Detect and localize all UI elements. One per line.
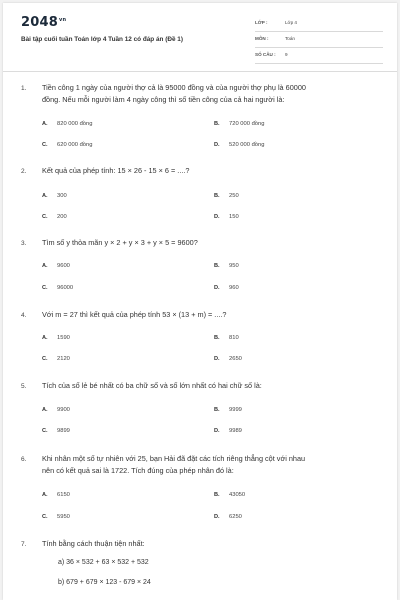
question-text-line: Khi nhân một số tự nhiên với 25, bạn Hải đã đặt các tích riêng thẳng cột với nhau [42,454,306,463]
option-letter-b[interactable]: B. [214,335,220,341]
option-letter-d[interactable]: D. [214,514,220,520]
header-divider [3,71,397,72]
option-letter-a[interactable]: A. [42,121,48,127]
worksheet-meta [255,17,383,65]
question-number: 7. [21,541,27,548]
option-value-d[interactable]: 9989 [229,428,242,434]
option-letter-a[interactable]: A. [42,492,48,498]
option-value-d[interactable]: 520 000 đồng [229,142,265,148]
option-value-d[interactable]: 2650 [229,356,242,362]
question-text-line: Tiền công 1 ngày của người thợ cả là 95000 đồng và của người thợ phụ là 60000 [42,83,306,92]
meta-class-row [255,17,383,32]
option-letter-a[interactable]: A. [42,407,48,413]
option-value-b[interactable]: 43050 [229,492,246,498]
option-letter-b[interactable]: B. [214,407,220,413]
sub-item-b: b) 679 + 679 × 123 - 679 × 24 [58,579,151,586]
option-letter-a[interactable]: A. [42,263,48,269]
option-value-b[interactable]: 250 [229,193,239,199]
question-text-line: Kết quả của phép tính: 15 × 26 - 15 × 6 = ....? [42,166,190,175]
option-value-c[interactable]: 2120 [57,356,70,362]
option-value-d[interactable]: 150 [229,214,239,220]
option-letter-b[interactable]: B. [214,193,220,199]
worksheet-header [3,3,397,69]
question-text-line: Với m = 27 thì kết quả của phép tính 53 × (13 + m) = ....? [42,310,227,319]
option-value-a[interactable]: 9900 [57,407,70,413]
meta-subject-row [255,33,383,48]
question-text-line: Tìm số y thỏa mãn y × 2 + y × 3 + y × 5 = 9600? [42,238,198,247]
sub-item-a: a) 36 × 532 + 63 × 532 + 532 [58,559,149,566]
option-value-b[interactable]: 9999 [229,407,242,413]
option-value-c[interactable]: 5950 [57,514,70,520]
option-letter-b[interactable]: B. [214,263,220,269]
option-value-c[interactable]: 96000 [57,285,74,291]
question-text-line: đồng. Nếu mỗi người làm 4 ngày công thì số tiền công của cả hai người là: [42,95,285,104]
option-value-b[interactable]: 720 000 đồng [229,121,265,127]
option-letter-d[interactable]: D. [214,356,220,362]
question-number: 6. [21,456,27,463]
question-number: 1. [21,85,27,92]
option-letter-b[interactable]: B. [214,492,220,498]
option-value-c[interactable]: 9899 [57,428,70,434]
option-letter-c[interactable]: C. [42,428,48,434]
question-number: 3. [21,240,27,247]
option-value-c[interactable]: 620 000 đồng [57,142,93,148]
question-text-line: Tính bằng cách thuận tiện nhất: [42,539,145,548]
question-number: 2. [21,168,27,175]
option-letter-c[interactable]: C. [42,356,48,362]
option-value-b[interactable]: 810 [229,335,239,341]
option-value-b[interactable]: 950 [229,263,239,269]
option-letter-a[interactable]: A. [42,193,48,199]
class-label: LỚP : [255,20,268,25]
subject-label: MÔN : [255,36,269,41]
option-letter-c[interactable]: C. [42,142,48,148]
document-title: Bài tập cuối tuần Toán lớp 4 Tuần 12 có đáp án (Đề 1) [21,36,183,43]
option-letter-d[interactable]: D. [214,428,220,434]
logo-text: 2048 [21,15,58,30]
question-number: 4. [21,312,27,319]
option-value-d[interactable]: 6250 [229,514,242,520]
option-letter-c[interactable]: C. [42,214,48,220]
question-count-value: 9 [285,52,288,57]
logo-suffix: vn [58,16,67,23]
option-value-a[interactable]: 300 [57,193,67,199]
question-text-line: Tích của số lẻ bé nhất có ba chữ số và số lớn nhất có hai chữ số là: [42,381,262,390]
question-count-label: SỐ CÂU : [255,52,276,57]
question-number: 5. [21,383,27,390]
option-letter-d[interactable]: D. [214,142,220,148]
option-value-a[interactable]: 6150 [57,492,70,498]
site-logo[interactable] [21,15,66,30]
question-text-line: nên có kết quả sai là 1722. Tích đúng của phép nhân đó là: [42,466,234,475]
option-value-a[interactable]: 9600 [57,263,70,269]
option-letter-a[interactable]: A. [42,335,48,341]
subject-value: Toán [285,36,295,41]
option-value-a[interactable]: 1590 [57,335,70,341]
class-value: Lớp 4 [285,20,297,25]
worksheet-page [3,3,397,600]
option-letter-b[interactable]: B. [214,121,220,127]
option-letter-d[interactable]: D. [214,214,220,220]
option-value-a[interactable]: 820 000 đồng [57,121,93,127]
option-letter-d[interactable]: D. [214,285,220,291]
option-value-c[interactable]: 200 [57,214,67,220]
option-letter-c[interactable]: C. [42,514,48,520]
meta-count-row [255,49,383,64]
option-letter-c[interactable]: C. [42,285,48,291]
option-value-d[interactable]: 960 [229,285,239,291]
